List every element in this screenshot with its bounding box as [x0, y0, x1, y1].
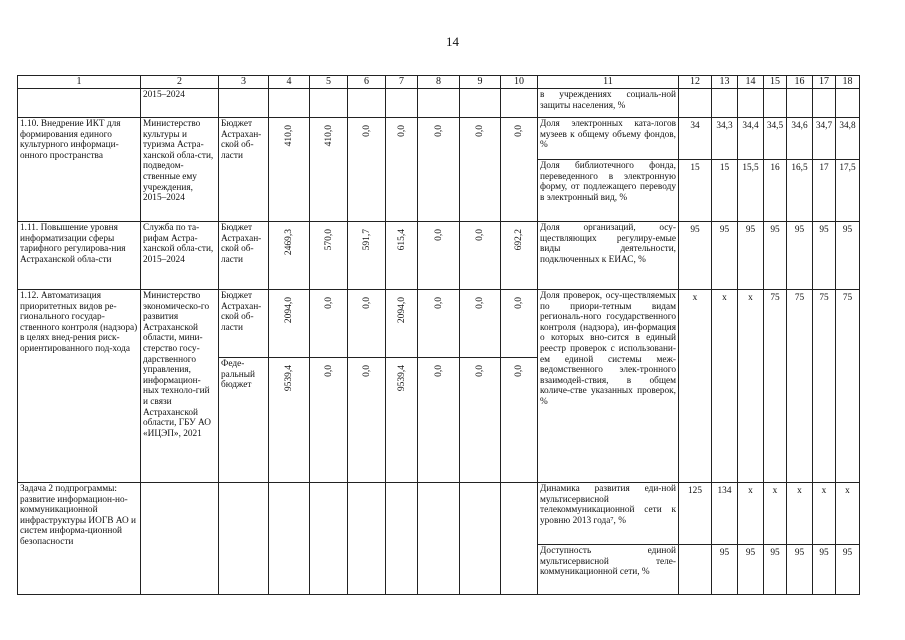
funding-source: Бюджет Астрахан-ской об-ласти	[219, 222, 269, 290]
target-value: 95	[787, 222, 813, 290]
header-col: 2	[141, 76, 219, 89]
finance-value: 2094,0	[386, 290, 418, 358]
finance-value: 0,0	[501, 358, 538, 483]
target-value: 95	[836, 545, 860, 595]
header-col: 16	[787, 76, 813, 89]
finance-value: 692,2	[501, 222, 538, 290]
program-table	[17, 75, 860, 595]
indicator-text: Динамика развития еди-ной мультисервисной телекоммуникационной сети к уровню 2013 года⁷, %	[538, 483, 679, 545]
page-number: 14	[446, 34, 459, 49]
table-row	[18, 483, 860, 545]
target-value: 95	[764, 222, 787, 290]
target-value: 16,5	[787, 160, 813, 222]
target-value: 95	[712, 545, 738, 595]
target-value: x	[836, 483, 860, 545]
finance-value: 9539,4	[386, 358, 418, 483]
finance-value: 0,0	[460, 222, 501, 290]
finance-value: 0,0	[460, 118, 501, 222]
target-value: x	[787, 483, 813, 545]
target-value: 34,4	[738, 118, 764, 160]
header-col: 10	[501, 76, 538, 89]
executor-period: 2015–2024	[141, 89, 219, 118]
finance-value: 0,0	[310, 358, 348, 483]
header-col: 11	[538, 76, 679, 89]
funding-source: Бюджет Астрахан-ской об-ласти	[219, 290, 269, 358]
finance-value: 0,0	[501, 118, 538, 222]
task-name: Задача 2 подпрограммы: развитие информацион-но-коммуникационной инфраструктуры ИОГВ АО и систем информа-ционной безопасности	[18, 483, 141, 595]
finance-value: 0,0	[460, 358, 501, 483]
table-row	[18, 89, 860, 118]
target-value: x	[738, 483, 764, 545]
header-col: 3	[219, 76, 269, 89]
header-col: 7	[386, 76, 418, 89]
measure-name: 1.10. Внедрение ИКТ для формирования единого культурного информаци-онного пространства	[18, 118, 141, 222]
target-value: 17,5	[836, 160, 860, 222]
header-col: 1	[18, 76, 141, 89]
target-value: x	[813, 483, 836, 545]
target-value: 34,5	[764, 118, 787, 160]
finance-value: 410,0	[269, 118, 310, 222]
header-col: 4	[269, 76, 310, 89]
table-row	[18, 290, 860, 358]
target-value: x	[712, 290, 738, 483]
indicator-text: Доступность единой мультисервисной теле-коммуникационной сети, %	[538, 545, 679, 595]
finance-value: 2094,0	[269, 290, 310, 358]
finance-value: 410,0	[310, 118, 348, 222]
table-row	[18, 222, 860, 290]
measure-executor: Служба по та-рифам Астра-ханской обла-сти, 2015–2024	[141, 222, 219, 290]
target-value: 34,6	[787, 118, 813, 160]
target-value: x	[679, 290, 712, 483]
target-value: 95	[738, 222, 764, 290]
target-value: 75	[787, 290, 813, 483]
table-row	[18, 118, 860, 160]
indicator-text: Доля организаций, осу-ществляющих регулиру-емые виды деятельности, подключенных к ЕИАС, %	[538, 222, 679, 290]
target-value: 75	[836, 290, 860, 483]
target-value: 95	[679, 222, 712, 290]
target-value: 34,7	[813, 118, 836, 160]
finance-value: 0,0	[460, 290, 501, 358]
target-value: 95	[738, 545, 764, 595]
finance-value: 591,7	[348, 222, 386, 290]
target-value: 16	[764, 160, 787, 222]
target-value: 34,8	[836, 118, 860, 160]
measure-executor: Министерство экономическо-го развития Астраханской области, мини-стерство госу-дарственного управления, информацион-ных техноло-гий и связи Астраханской области, ГБУ АО «ИЦЭП», 2021	[141, 290, 219, 483]
funding-source: Бюджет Астрахан-ской об-ласти	[219, 118, 269, 222]
target-value: 95	[712, 222, 738, 290]
target-value: 15	[712, 160, 738, 222]
header-col: 17	[813, 76, 836, 89]
finance-value: 0,0	[418, 290, 460, 358]
measure-name: 1.11. Повышение уровня информатизации сферы тарифного регулирова-ния Астраханской обла-сти	[18, 222, 141, 290]
header-col: 15	[764, 76, 787, 89]
header-col: 5	[310, 76, 348, 89]
header-col: 14	[738, 76, 764, 89]
finance-value: 9539,4	[269, 358, 310, 483]
target-value: 125	[679, 483, 712, 545]
finance-value: 0,0	[418, 358, 460, 483]
funding-source: Феде-ральный бюджет	[219, 358, 269, 483]
target-value: 95	[787, 545, 813, 595]
header-col: 18	[836, 76, 860, 89]
target-value: 34,3	[712, 118, 738, 160]
header-col: 6	[348, 76, 386, 89]
finance-value: 0,0	[418, 118, 460, 222]
finance-value: 0,0	[348, 118, 386, 222]
finance-value: 0,0	[386, 118, 418, 222]
target-value: 34	[679, 118, 712, 160]
target-value: 95	[813, 222, 836, 290]
header-col: 8	[418, 76, 460, 89]
target-value: x	[764, 483, 787, 545]
measure-name: 1.12. Автоматизация приоритетных видов ре-гионального государ-ственного контроля (надзора) в целях внед-рения риск-ориентированного под-хода	[18, 290, 141, 483]
finance-value: 0,0	[418, 222, 460, 290]
finance-value: 0,0	[310, 290, 348, 358]
target-value: 95	[764, 545, 787, 595]
finance-value: 0,0	[348, 290, 386, 358]
indicator-text: Доля проверок, осу-ществляемых по приори-тетным видам региональ-ного государственного контроля (надзора), ин-формация о которых вно-сится в единый реестр проверок с использовани-ем единой системы меж-ведомственного элек-тронного взаимодей-ствия, в общем количе-стве указанных проверок, %	[538, 290, 679, 483]
header-col: 9	[460, 76, 501, 89]
finance-value: 0,0	[348, 358, 386, 483]
target-value: 75	[813, 290, 836, 483]
target-value: 95	[836, 222, 860, 290]
target-value: 95	[813, 545, 836, 595]
header-col: 13	[712, 76, 738, 89]
target-value: 134	[712, 483, 738, 545]
header-col: 12	[679, 76, 712, 89]
finance-value: 570,0	[310, 222, 348, 290]
indicator-text: Доля библиотечного фонда, переведенного в электронную форму, от подлежащего переводу в электронный вид, %	[538, 160, 679, 222]
finance-value: 2469,3	[269, 222, 310, 290]
finance-value: 615,4	[386, 222, 418, 290]
target-value: 17	[813, 160, 836, 222]
finance-value: 0,0	[501, 290, 538, 358]
target-value	[679, 545, 712, 595]
target-value: 75	[764, 290, 787, 483]
target-value: 15	[679, 160, 712, 222]
measure-executor: Министерство культуры и туризма Астра-ханской обла-сти, подведом-ственные ему учреждения, 2015–2024	[141, 118, 219, 222]
target-value: x	[738, 290, 764, 483]
target-value: 15,5	[738, 160, 764, 222]
indicator-text: в учреждениях социаль-ной защиты населения, %	[538, 89, 679, 118]
indicator-text: Доля электронных ката-логов музеев к общему объему фондов, %	[538, 118, 679, 160]
header-row	[18, 76, 860, 89]
